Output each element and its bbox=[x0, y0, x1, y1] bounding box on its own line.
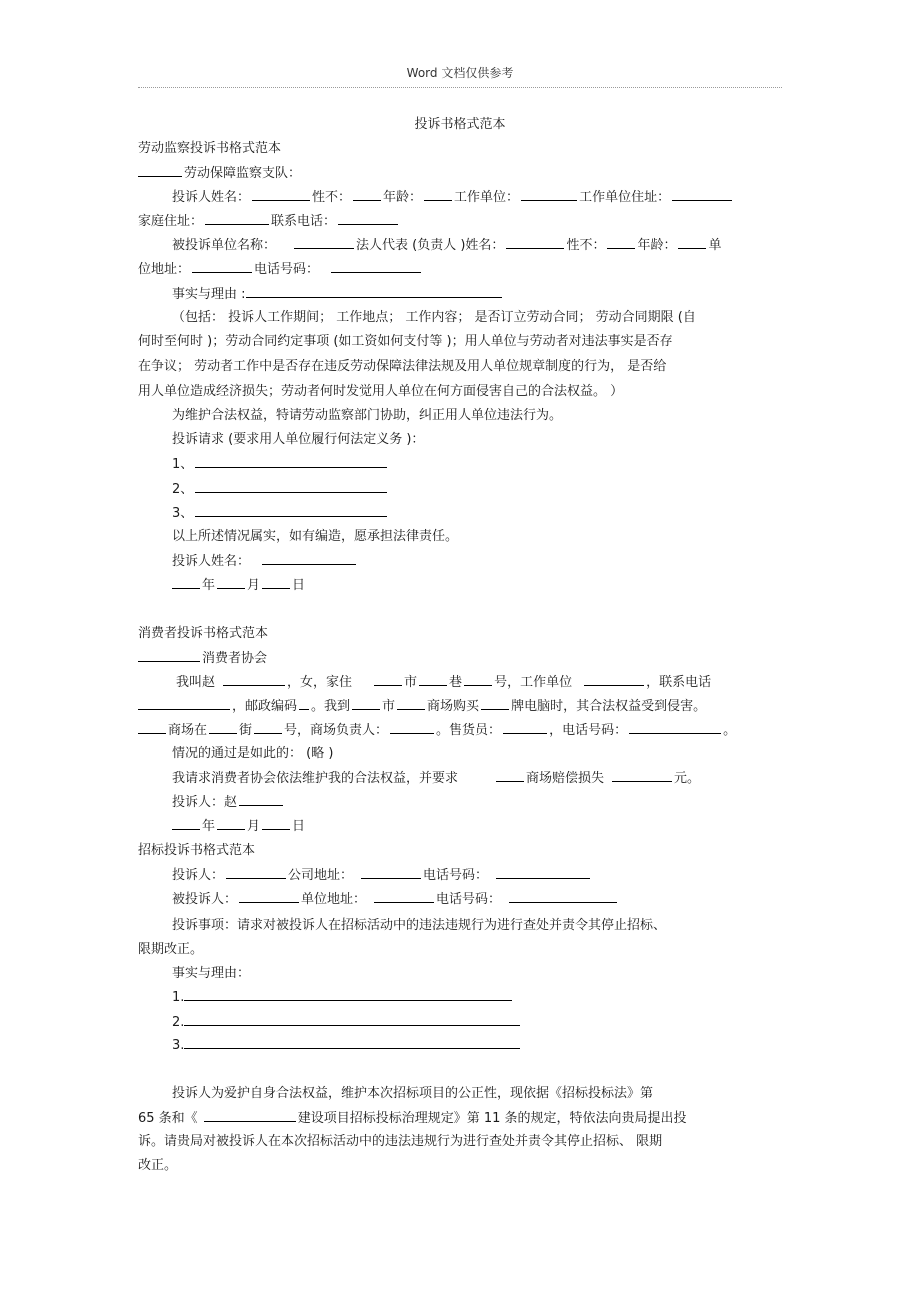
text-segment: ，电话号码： bbox=[549, 723, 628, 738]
consumer-date-line bbox=[172, 817, 305, 836]
text-segment: 元。 bbox=[674, 771, 701, 786]
label-age: 年龄： bbox=[383, 190, 423, 205]
consumer-line-3 bbox=[138, 721, 736, 740]
text-segment: 商场赔偿损失 bbox=[526, 771, 605, 786]
blank-field[interactable] bbox=[374, 890, 434, 903]
label-phone-number: 电话号码： bbox=[254, 262, 320, 277]
blank-field[interactable] bbox=[254, 721, 282, 734]
list-item bbox=[172, 1036, 522, 1055]
text-segment: 65 条和《 bbox=[138, 1111, 198, 1126]
blank-field[interactable] bbox=[521, 188, 577, 201]
text-segment: 投诉人： bbox=[172, 868, 225, 883]
tender-para-line: 改正。 bbox=[138, 1158, 178, 1173]
label-age: 年龄： bbox=[637, 238, 677, 253]
text-segment: 号，工作单位 bbox=[494, 675, 573, 690]
text-segment: 号，商场负责人： bbox=[284, 723, 389, 738]
text-segment: 商场购买 bbox=[427, 699, 480, 714]
text-segment: 。我到 bbox=[311, 699, 351, 714]
blank-field[interactable] bbox=[503, 721, 547, 734]
labor-para-line: 在争议； 劳动者工作中是否存在违反劳动保障法律法规及用人单位规章制度的行为， 是否给 bbox=[138, 359, 667, 374]
blank-field[interactable] bbox=[584, 673, 644, 686]
consumer-addressee-line bbox=[138, 649, 267, 668]
blank-field[interactable] bbox=[678, 236, 706, 249]
blank-field[interactable] bbox=[217, 576, 245, 589]
text-segment: 市 bbox=[382, 699, 396, 714]
blank-field[interactable] bbox=[672, 188, 732, 201]
list-item bbox=[172, 480, 389, 499]
blank-field[interactable] bbox=[607, 236, 635, 249]
consumer-line-2 bbox=[138, 697, 706, 716]
blank-field[interactable] bbox=[138, 721, 166, 734]
label-phone: 联系电话： bbox=[271, 214, 337, 229]
label-complainant-name: 投诉人姓名： bbox=[172, 190, 251, 205]
header-rule bbox=[138, 87, 782, 88]
text-segment: ，女，家住 bbox=[287, 675, 353, 690]
consumer-request-line bbox=[172, 769, 700, 788]
page-header: Word 文档仅供参考 bbox=[406, 66, 514, 80]
consumer-addressee: 消费者协会 bbox=[202, 651, 268, 666]
label-facts-reasons: 事实与理由 : bbox=[172, 287, 246, 302]
labor-heading: 劳动监察投诉书格式范本 bbox=[138, 141, 282, 156]
list-item bbox=[172, 988, 514, 1007]
blank-field[interactable] bbox=[138, 164, 182, 177]
tender-para-line: 投诉事项：请求对被投诉人在招标活动中的违法违规行为进行查处并责令其停止招标、 bbox=[172, 918, 667, 933]
blank-field[interactable] bbox=[239, 793, 283, 806]
blank-field[interactable] bbox=[195, 455, 387, 468]
text-segment: 商场在 bbox=[168, 723, 208, 738]
label-unit-address: 位地址： bbox=[138, 262, 191, 277]
blank-field[interactable] bbox=[496, 769, 524, 782]
text-segment: ，联系电话 bbox=[646, 675, 712, 690]
text-segment: 。售货员： bbox=[436, 723, 502, 738]
blank-field[interactable] bbox=[294, 236, 354, 249]
blank-field[interactable] bbox=[390, 721, 434, 734]
text-segment: 我请求消费者协会依法维护我的合法权益，并要求 bbox=[172, 771, 459, 786]
item-number: 1、 bbox=[172, 457, 194, 472]
labor-line-3 bbox=[172, 236, 721, 255]
blank-field[interactable] bbox=[172, 817, 200, 830]
label-signer: 投诉人：赵 bbox=[172, 795, 238, 810]
blank-field[interactable] bbox=[246, 285, 502, 298]
tender-heading: 招标投诉书格式范本 bbox=[138, 843, 256, 858]
labor-signature-line bbox=[172, 552, 358, 571]
label-respondent-unit: 被投诉单位名称： bbox=[172, 238, 277, 253]
blank-field[interactable] bbox=[374, 673, 402, 686]
blank-field[interactable] bbox=[262, 817, 290, 830]
blank-field[interactable] bbox=[217, 817, 245, 830]
label-month: 月 bbox=[247, 578, 261, 593]
consumer-line-1 bbox=[176, 673, 711, 692]
list-item bbox=[172, 504, 389, 523]
blank-field[interactable] bbox=[464, 673, 492, 686]
blank-field[interactable] bbox=[262, 552, 356, 565]
item-number: 1. bbox=[172, 990, 185, 1005]
label-legal-rep: 法人代表 (负责人 )姓名： bbox=[356, 238, 505, 253]
blank-field[interactable] bbox=[509, 890, 617, 903]
label-gender: 性不： bbox=[312, 190, 352, 205]
blank-field[interactable] bbox=[331, 260, 421, 273]
text-segment: 。 bbox=[723, 723, 737, 738]
labor-para-line: 为维护合法权益，特请劳动监察部门协助，纠正用人单位违法行为。 bbox=[172, 408, 563, 423]
blank-field[interactable] bbox=[361, 866, 421, 879]
consumer-signature-line bbox=[172, 793, 285, 812]
blank-field[interactable] bbox=[424, 188, 452, 201]
labor-addressee: 劳动保障监察支队： bbox=[184, 166, 302, 181]
labor-para-line: （包括： 投诉人工作期间； 工作地点； 工作内容； 是否订立劳动合同； 劳动合同期限 (自 bbox=[172, 310, 696, 325]
blank-field[interactable] bbox=[195, 504, 387, 517]
blank-field[interactable] bbox=[223, 673, 285, 686]
text-segment: 牌电脑时，其合法权益受到侵害。 bbox=[511, 699, 707, 714]
consumer-heading: 消费者投诉书格式范本 bbox=[138, 626, 269, 641]
text-segment: 建设项目招标投标治理规定》第 11 条的规定，特依法向贵局提出投 bbox=[297, 1111, 687, 1126]
text-segment: 街 bbox=[239, 723, 253, 738]
label-year: 年 bbox=[202, 819, 216, 834]
blank-field[interactable] bbox=[184, 1013, 520, 1026]
blank-field[interactable] bbox=[629, 721, 721, 734]
tender-para-line: 限期改正。 bbox=[138, 942, 204, 957]
tender-facts-label: 事实与理由： bbox=[172, 966, 251, 981]
label-work-unit-address: 工作单位住址： bbox=[579, 190, 671, 205]
tender-line-1 bbox=[172, 866, 592, 885]
tender-para-line: 诉。请贵局对被投诉人在本次招标活动中的违法违规行为进行查处并责令其停止招标、 限期 bbox=[138, 1134, 663, 1149]
tender-line-2 bbox=[172, 890, 619, 909]
blank-field[interactable] bbox=[172, 576, 200, 589]
label-home-address: 家庭住址： bbox=[138, 214, 204, 229]
consumer-circumstance: 情况的通过是如此的： (略 ) bbox=[172, 746, 334, 761]
blank-field[interactable] bbox=[481, 697, 509, 710]
label-day: 日 bbox=[292, 819, 306, 834]
blank-field[interactable] bbox=[252, 188, 310, 201]
labor-date-line bbox=[172, 576, 305, 595]
item-number: 2、 bbox=[172, 482, 194, 497]
blank-field[interactable] bbox=[299, 697, 309, 710]
text-segment: 电话号码： bbox=[423, 868, 489, 883]
blank-field[interactable] bbox=[184, 1036, 520, 1049]
blank-field[interactable] bbox=[612, 769, 672, 782]
text-segment: 我叫赵 bbox=[176, 675, 216, 690]
text-segment: 公司地址： bbox=[288, 868, 354, 883]
label-gender: 性不： bbox=[566, 238, 606, 253]
list-item bbox=[172, 1013, 522, 1032]
tender-para-line: 投诉人为爱护自身合法权益，维护本次招标项目的公正性，现依据《招标投标法》第 bbox=[172, 1086, 654, 1101]
blank-field[interactable] bbox=[239, 890, 299, 903]
labor-request-label: 投诉请求 (要求用人单位履行何法定义务 )： bbox=[172, 432, 425, 447]
label-day: 日 bbox=[292, 578, 306, 593]
item-number: 3、 bbox=[172, 506, 194, 521]
labor-para-line: 何时至何时 )；劳动合同约定事项 (如工资如何支付等 )；用人单位与劳动者对违法事实是否存 bbox=[138, 334, 673, 349]
document-title: 投诉书格式范本 bbox=[414, 117, 506, 132]
blank-field[interactable] bbox=[397, 697, 425, 710]
text-segment: 单位地址： bbox=[301, 892, 367, 907]
blank-field[interactable] bbox=[506, 236, 564, 249]
blank-field[interactable] bbox=[138, 649, 200, 662]
blank-field[interactable] bbox=[209, 721, 237, 734]
text-segment: 电话号码： bbox=[436, 892, 502, 907]
text-segment: 巷 bbox=[449, 675, 463, 690]
text-segment: ，邮政编码 bbox=[232, 699, 298, 714]
item-number: 2. bbox=[172, 1015, 185, 1030]
blank-field[interactable] bbox=[262, 576, 290, 589]
label-year: 年 bbox=[202, 578, 216, 593]
labor-line-2 bbox=[138, 212, 400, 231]
text-segment: 市 bbox=[404, 675, 418, 690]
blank-field[interactable] bbox=[205, 212, 269, 225]
labor-addressee-line bbox=[138, 164, 301, 183]
item-number: 3. bbox=[172, 1038, 185, 1053]
blank-field[interactable] bbox=[192, 260, 252, 273]
labor-line-4 bbox=[138, 260, 423, 279]
blank-field[interactable] bbox=[496, 866, 590, 879]
labor-declaration: 以上所述情况属实，如有编造，愿承担法律责任。 bbox=[172, 529, 459, 544]
label-signer: 投诉人姓名： bbox=[172, 554, 251, 569]
blank-field[interactable] bbox=[138, 697, 230, 710]
blank-field[interactable] bbox=[353, 188, 381, 201]
blank-field[interactable] bbox=[184, 988, 512, 1001]
blank-field[interactable] bbox=[352, 697, 380, 710]
labor-line-1 bbox=[172, 188, 734, 207]
labor-line-5 bbox=[172, 285, 504, 304]
label-unit: 单 bbox=[708, 238, 722, 253]
label-work-unit: 工作单位： bbox=[454, 190, 520, 205]
blank-field[interactable] bbox=[226, 866, 286, 879]
blank-field[interactable] bbox=[204, 1109, 296, 1122]
list-item bbox=[172, 455, 389, 474]
labor-para-line: 用人单位造成经济损失；劳动者何时发觉用人单位在何方面侵害自己的合法权益。 ） bbox=[138, 384, 624, 399]
tender-para-line bbox=[138, 1109, 687, 1128]
label-month: 月 bbox=[247, 819, 261, 834]
blank-field[interactable] bbox=[195, 480, 387, 493]
blank-field[interactable] bbox=[338, 212, 398, 225]
text-segment: 被投诉人： bbox=[172, 892, 238, 907]
blank-field[interactable] bbox=[419, 673, 447, 686]
